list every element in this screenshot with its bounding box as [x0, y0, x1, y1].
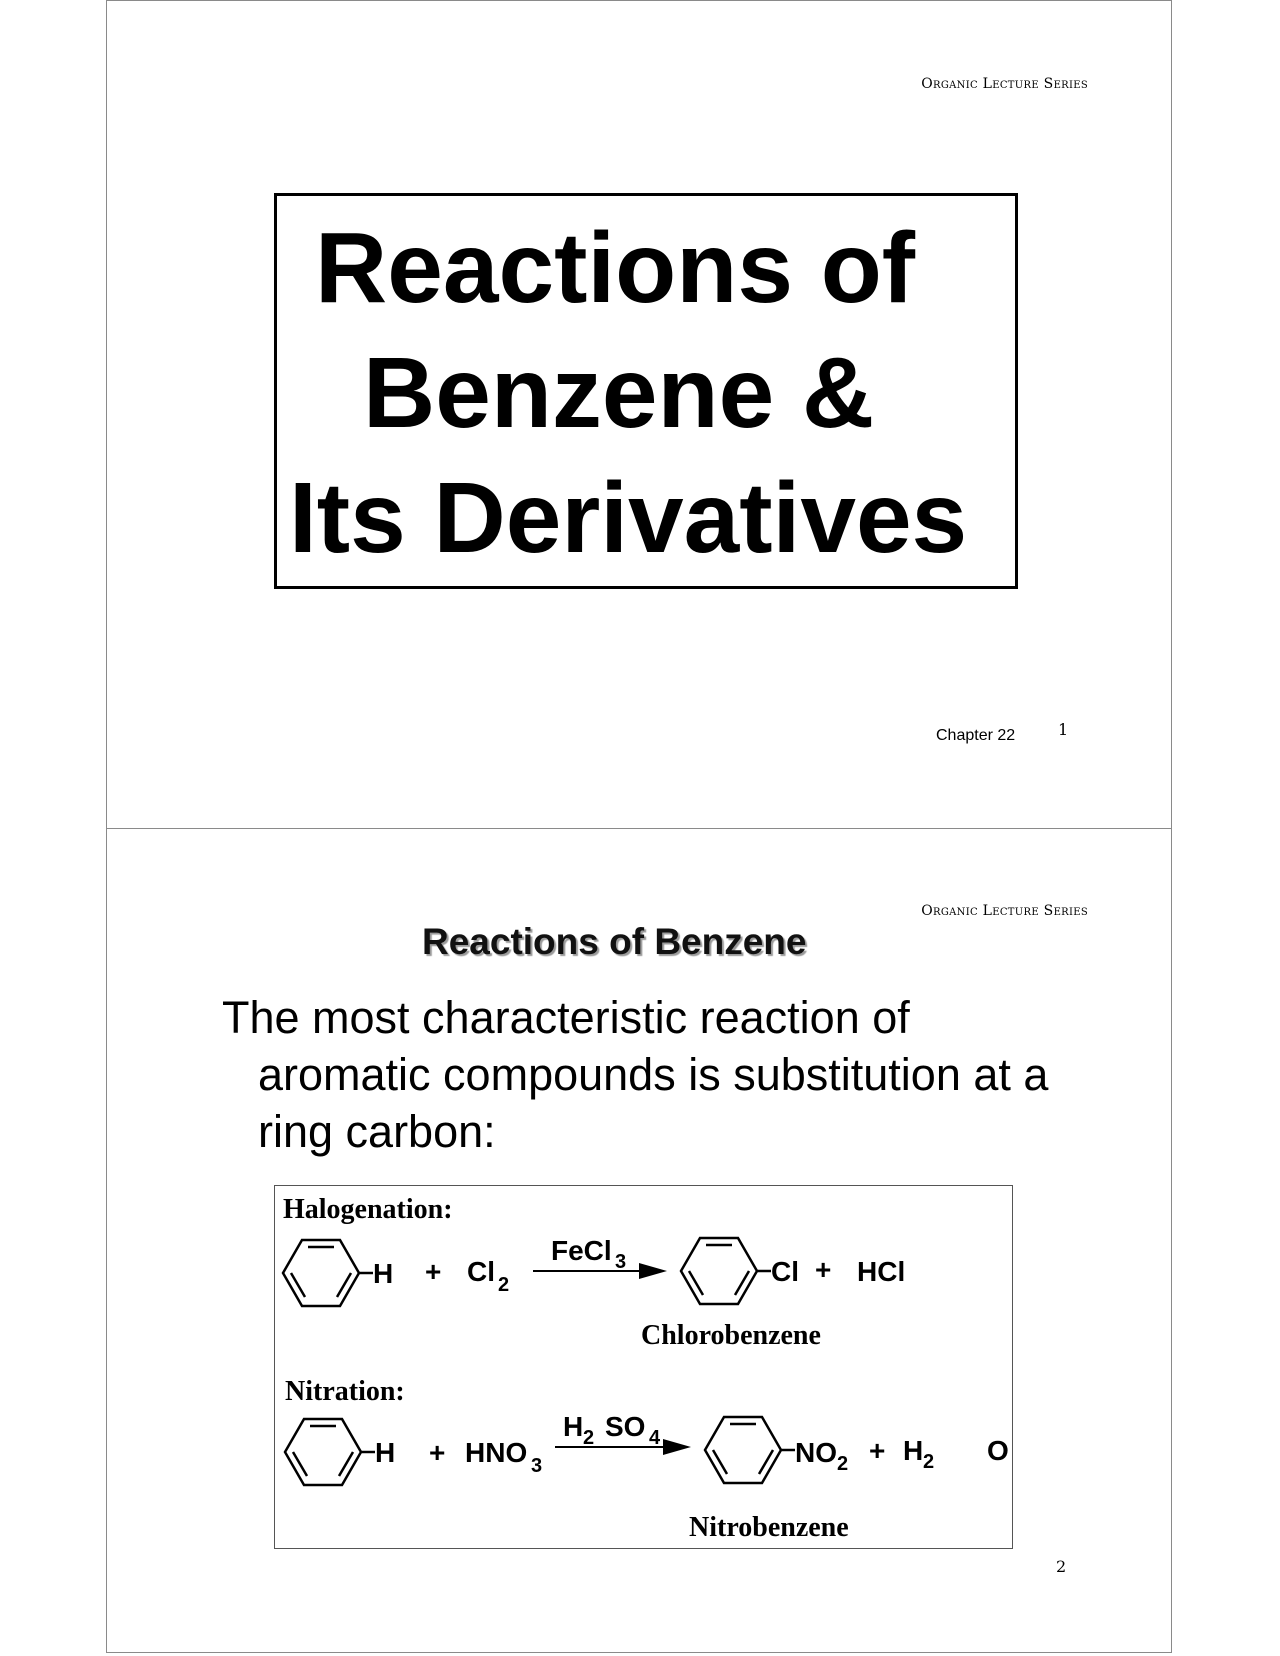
plus-sign: +	[425, 1256, 442, 1287]
page-number: 2	[1056, 1557, 1067, 1576]
series-header: Organic Lecture Series	[921, 903, 1088, 919]
benzene-ring-icon	[285, 1419, 361, 1485]
byproduct-formula-b: O	[987, 1435, 1009, 1466]
plus-sign: +	[869, 1435, 886, 1466]
reagent-subscript: 2	[498, 1274, 510, 1296]
product-substituent: Cl	[771, 1256, 799, 1287]
chapter-label: Chapter 22	[936, 727, 1016, 744]
byproduct-formula-a: H	[903, 1435, 924, 1466]
product-subscript: 2	[837, 1453, 849, 1475]
catalyst-subscript-b: 4	[649, 1427, 661, 1449]
byproduct-subscript: 2	[923, 1451, 935, 1473]
product-name: Chlorobenzene	[641, 1320, 821, 1351]
nitration-label: Nitration:	[285, 1376, 405, 1407]
reagent-base: Cl	[467, 1256, 495, 1287]
benzene-ring-icon	[681, 1238, 757, 1304]
benzene-ring-icon	[283, 1240, 359, 1306]
title-line-3: Its Derivatives	[289, 462, 968, 574]
catalyst-formula-b: SO	[605, 1411, 646, 1442]
catalyst-formula-a: H	[563, 1411, 584, 1442]
product-name: Nitrobenzene	[689, 1512, 849, 1543]
title-line-1: Reactions of	[315, 212, 916, 324]
catalyst-subscript-a: 2	[583, 1427, 595, 1449]
product-formula: NO	[795, 1437, 837, 1468]
reagent-formula: HNO	[465, 1437, 528, 1468]
series-header: Organic Lecture Series	[921, 76, 1088, 92]
byproduct-formula: HCl	[857, 1256, 906, 1287]
slide-body-text: The most characteristic reaction of aromatic compounds is substitution at a ring carbon:	[222, 992, 1049, 1157]
benzene-ring-icon	[705, 1417, 781, 1483]
plus-sign: +	[815, 1254, 832, 1285]
page-number: 1	[1058, 720, 1069, 739]
halogenation-label: Halogenation:	[283, 1194, 453, 1225]
slide-2	[106, 828, 1172, 1653]
slide-1	[106, 0, 1172, 828]
slide-title: Reactions of Benzene	[422, 921, 807, 962]
catalyst-formula: FeCl	[551, 1235, 612, 1266]
reagent-formula	[467, 1256, 495, 1287]
title-line-2: Benzene &	[363, 337, 875, 449]
reaction-diagram	[275, 1186, 1014, 1550]
plus-sign: +	[429, 1437, 446, 1468]
reagent-subscript: 3	[531, 1455, 543, 1477]
reaction-scheme	[274, 1185, 1013, 1549]
catalyst-subscript: 3	[615, 1251, 627, 1273]
reactant-substituent: H	[373, 1258, 394, 1289]
reactant-substituent: H	[375, 1437, 396, 1468]
title-box	[274, 193, 1018, 589]
